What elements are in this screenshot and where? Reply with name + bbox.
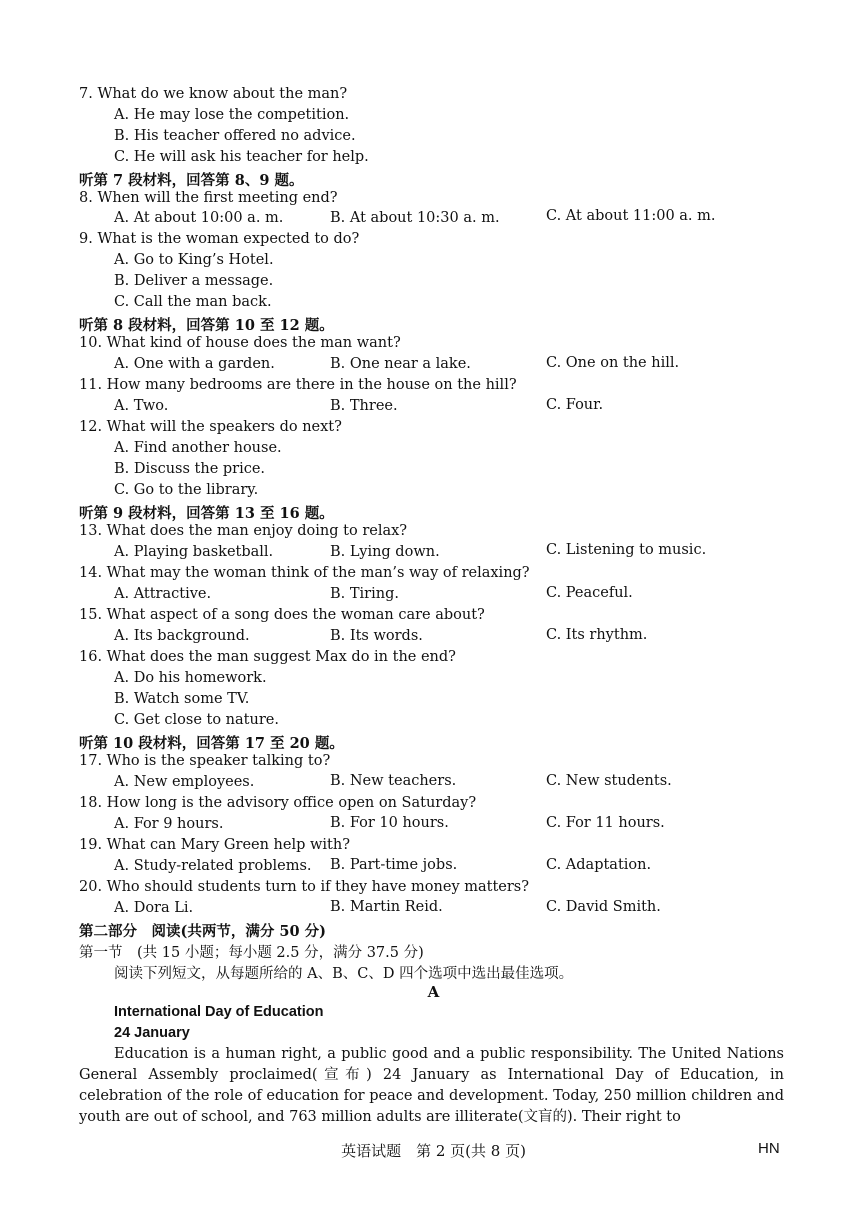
q12-option-c: C. Go to the library.: [114, 482, 259, 498]
q17-option-a: A. New employees.: [114, 774, 255, 790]
passage-label: A: [427, 983, 440, 1001]
q16-option-b: B. Watch some TV.: [114, 691, 250, 707]
passage-date: 24 January: [114, 1025, 190, 1041]
question-17: 17. Who is the speaker talking to?: [79, 753, 331, 769]
q13-option-c: C. Listening to music.: [546, 542, 707, 558]
question-7: 7. What do we know about the man?: [79, 86, 348, 102]
q15-option-c: C. Its rhythm.: [546, 627, 648, 643]
q16-option-a: A. Do his homework.: [114, 670, 267, 686]
q13-option-b: B. Lying down.: [330, 544, 440, 560]
q14-option-c: C. Peaceful.: [546, 585, 633, 601]
q11-option-b: B. Three.: [330, 398, 398, 414]
q17-option-b: B. New teachers.: [330, 773, 457, 789]
q12-option-a: A. Find another house.: [114, 440, 282, 456]
part2-title: 第二部分 阅读(共两节，满分 50 分): [79, 923, 326, 940]
question-11: 11. How many bedrooms are there in the house on the hill?: [79, 377, 517, 393]
q19-option-c: C. Adaptation.: [546, 857, 652, 873]
question-16: 16. What does the man suggest Max do in the end?: [79, 649, 456, 665]
q18-option-c: C. For 11 hours.: [546, 815, 665, 831]
part2-instruction: 阅读下列短文，从每题所给的 A、B、C、D 四个选项中选出最佳选项。: [114, 966, 574, 982]
q10-option-b: B. One near a lake.: [330, 356, 471, 372]
q9-option-b: B. Deliver a message.: [114, 273, 274, 289]
q7-option-c: C. He will ask his teacher for help.: [114, 149, 369, 165]
question-19: 19. What can Mary Green help with?: [79, 837, 350, 853]
q17-option-c: C. New students.: [546, 773, 672, 789]
question-15: 15. What aspect of a song does the woman care about?: [79, 607, 485, 623]
q9-option-c: C. Call the man back.: [114, 294, 272, 310]
q18-option-a: A. For 9 hours.: [114, 816, 224, 832]
q13-option-a: A. Playing basketball.: [114, 544, 274, 560]
q7-option-b: B. His teacher offered no advice.: [114, 128, 356, 144]
question-20: 20. Who should students turn to if they have money matters?: [79, 879, 530, 895]
question-13: 13. What does the man enjoy doing to relax?: [79, 523, 408, 539]
region-code: HN: [758, 1140, 780, 1157]
question-18: 18. How long is the advisory office open on Saturday?: [79, 795, 477, 811]
section-header-9: 听第 9 段材料，回答第 13 至 16 题。: [79, 505, 334, 522]
question-9: 9. What is the woman expected to do?: [79, 231, 360, 247]
question-8: 8. When will the first meeting end?: [79, 190, 338, 206]
part2-section1: 第一节 (共 15 小题；每小题 2.5 分，满分 37.5 分): [79, 945, 424, 961]
q15-option-b: B. Its words.: [330, 628, 423, 644]
question-10: 10. What kind of house does the man want?: [79, 335, 401, 351]
q20-option-c: C. David Smith.: [546, 899, 661, 915]
passage-paragraph: Education is a human right, a public good and a public responsibility. The United Nations General Assembly proclaimed(宣布) 24 January as International Day of Education, in celebration of the role of education for peace and development. Today, 250 million children and youth are out of school, and 763 million adults are illiterate(文盲的). Their right to: [79, 1046, 784, 1125]
q8-option-b: B. At about 10:30 a. m.: [330, 210, 500, 226]
q18-option-b: B. For 10 hours.: [330, 815, 449, 831]
q16-option-c: C. Get close to nature.: [114, 712, 279, 728]
passage-title: International Day of Education: [114, 1004, 324, 1020]
q9-option-a: A. Go to King’s Hotel.: [114, 252, 274, 268]
q11-option-a: A. Two.: [114, 398, 169, 414]
q10-option-a: A. One with a garden.: [114, 356, 275, 372]
q19-option-b: B. Part-time jobs.: [330, 857, 458, 873]
section-header-10: 听第 10 段材料，回答第 17 至 20 题。: [79, 735, 344, 752]
q14-option-b: B. Tiring.: [330, 586, 399, 602]
page-footer: 英语试题 第 2 页(共 8 页): [341, 1142, 526, 1160]
section-header-7: 听第 7 段材料，回答第 8、9 题。: [79, 172, 304, 189]
q10-option-c: C. One on the hill.: [546, 355, 680, 371]
section-header-8: 听第 8 段材料，回答第 10 至 12 题。: [79, 317, 334, 334]
q14-option-a: A. Attractive.: [114, 586, 212, 602]
q8-option-c: C. At about 11:00 a. m.: [546, 208, 716, 224]
question-14: 14. What may the woman think of the man’s way of relaxing?: [79, 565, 530, 581]
q19-option-a: A. Study-related problems.: [114, 858, 312, 874]
q12-option-b: B. Discuss the price.: [114, 461, 266, 477]
q7-option-a: A. He may lose the competition.: [114, 107, 350, 123]
q20-option-b: B. Martin Reid.: [330, 899, 443, 915]
q8-option-a: A. At about 10:00 a. m.: [114, 210, 284, 226]
question-12: 12. What will the speakers do next?: [79, 419, 342, 435]
q20-option-a: A. Dora Li.: [114, 900, 194, 916]
q15-option-a: A. Its background.: [114, 628, 250, 644]
q11-option-c: C. Four.: [546, 397, 604, 413]
